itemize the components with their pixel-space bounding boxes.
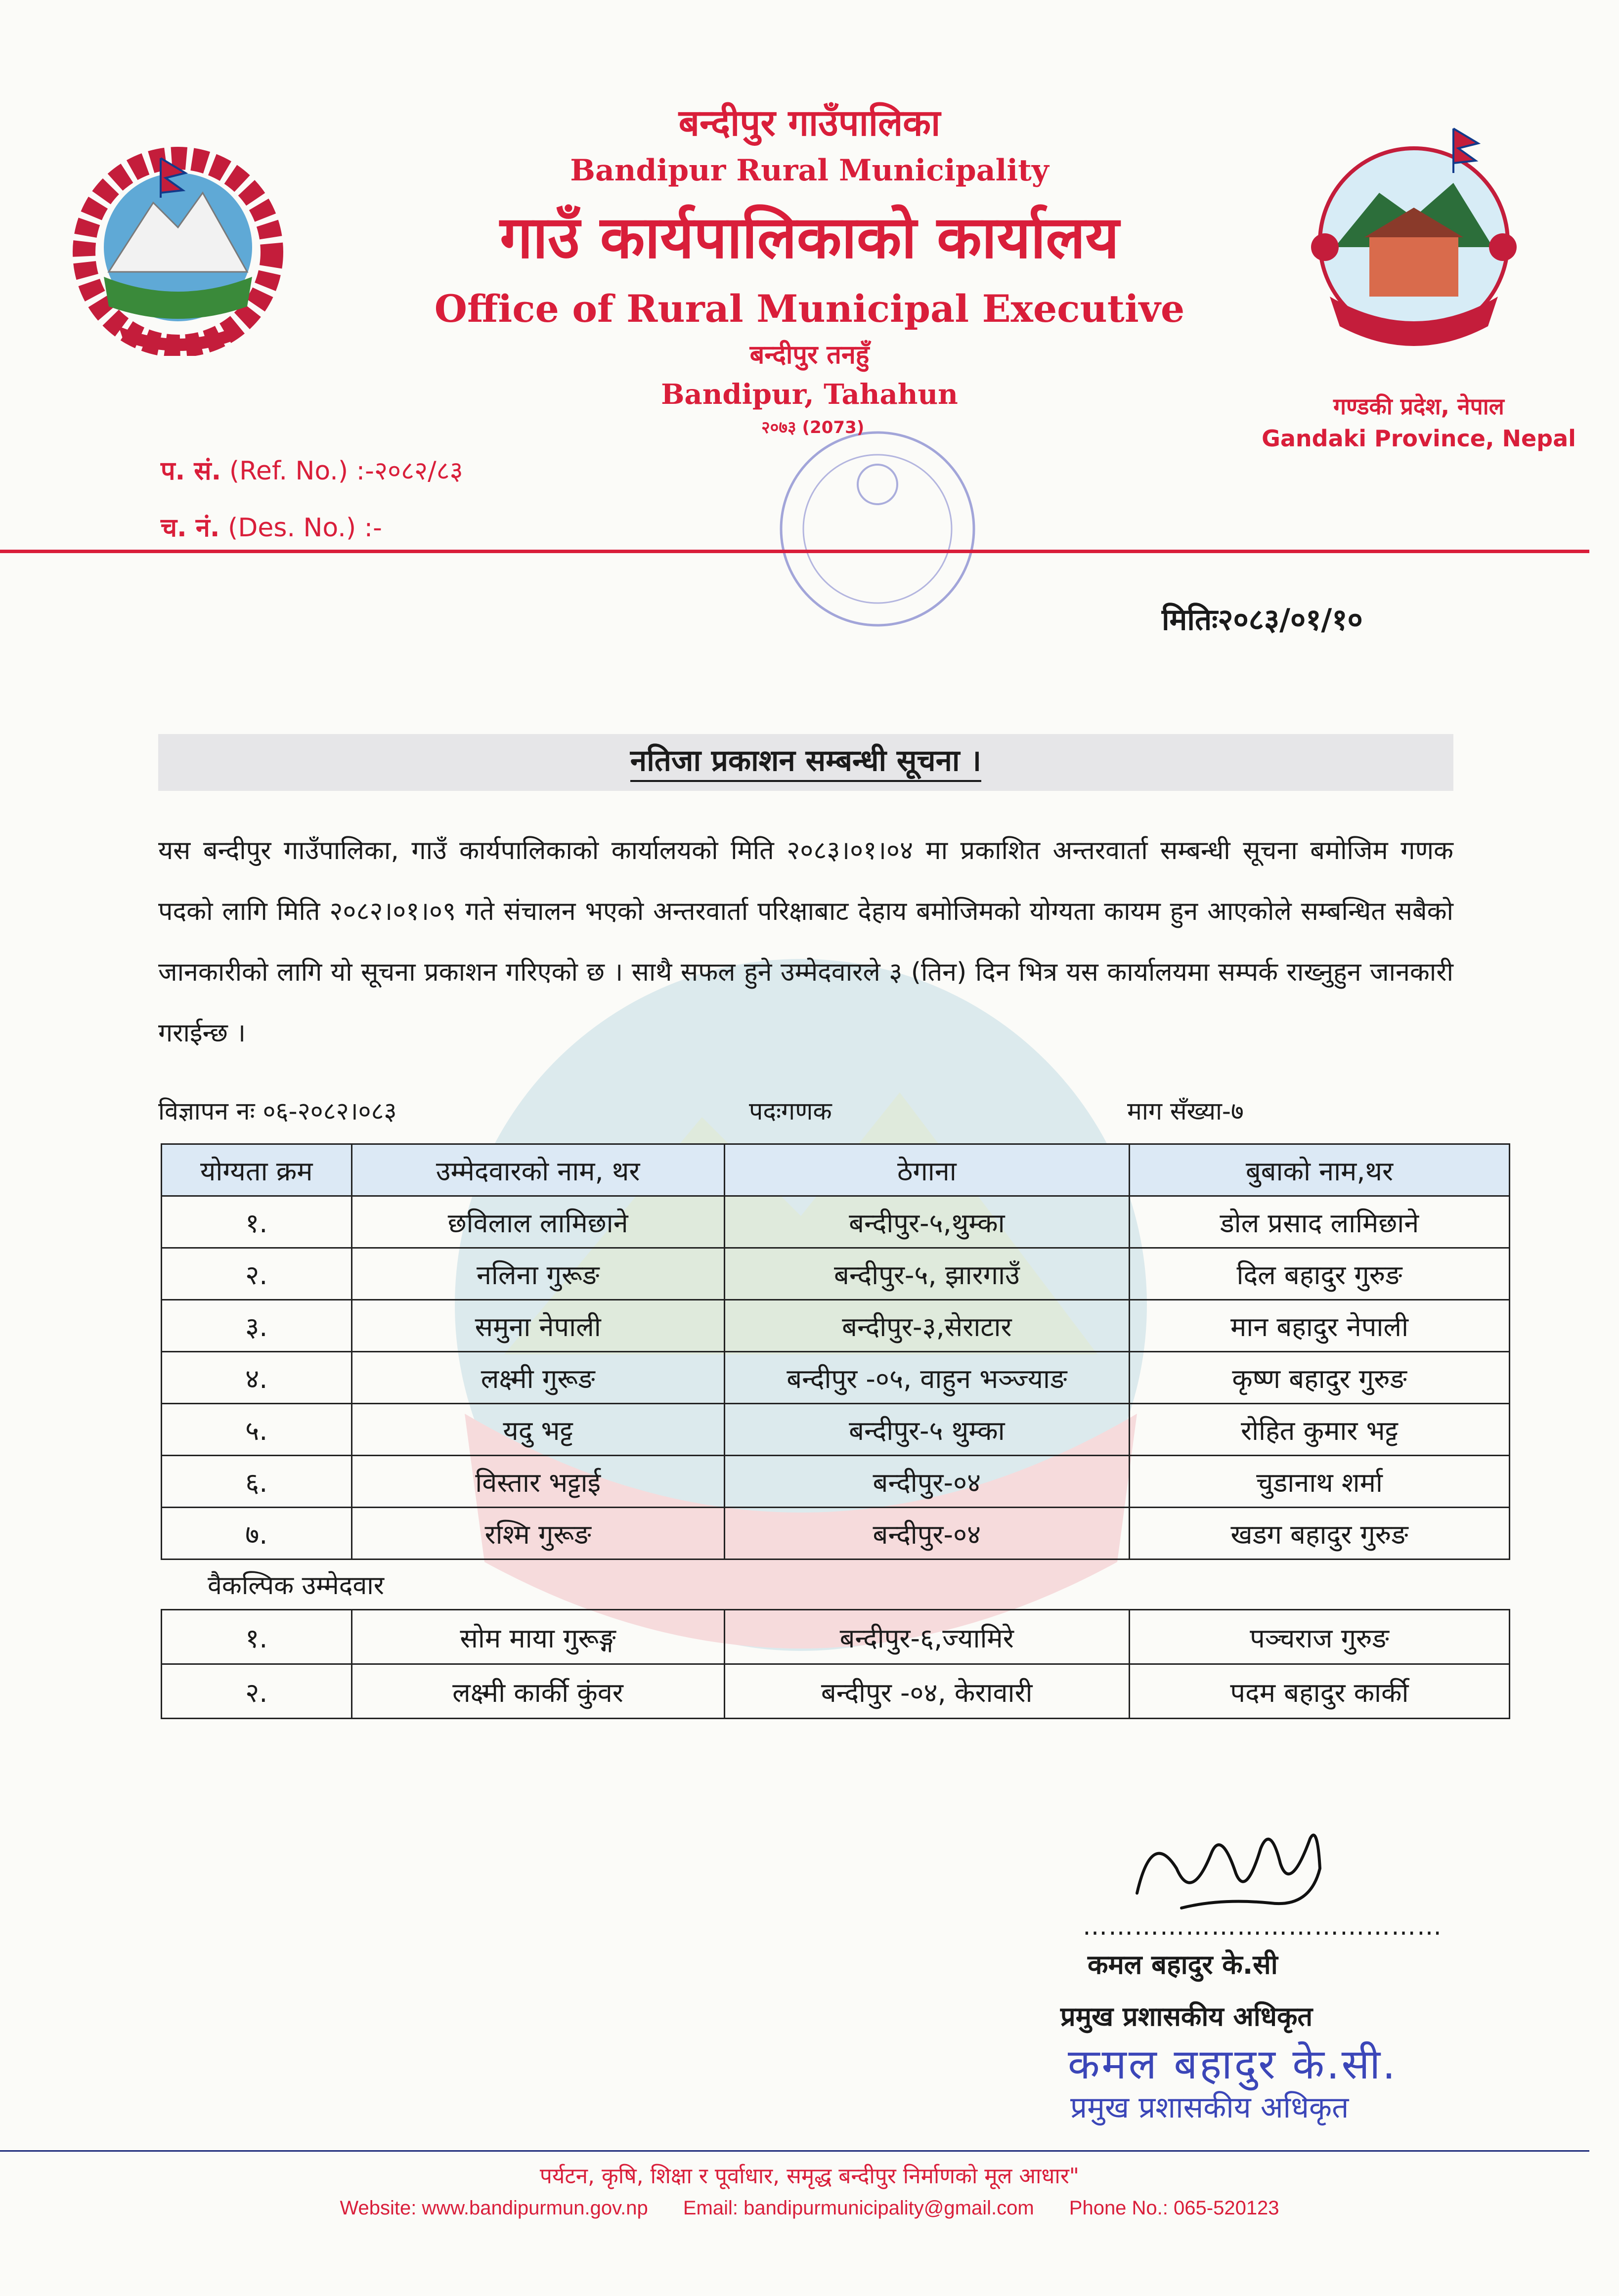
candidate-name-cell: नलिना गुरूङ (351, 1248, 724, 1300)
address-cell: बन्दीपुर-०४ (724, 1508, 1129, 1560)
rank-cell: ३. (162, 1300, 352, 1352)
father-name-cell: मान बहादुर नेपाली (1129, 1300, 1509, 1352)
address-cell: बन्दीपुर -०५, वाहुन भञ्ज्याङ (724, 1352, 1129, 1404)
candidate-name-cell: छविलाल लामिछाने (351, 1196, 724, 1248)
place-en: Bandipur, Tahahun (661, 378, 958, 411)
candidate-name-cell: रश्मि गुरूङ (351, 1508, 724, 1560)
table-row (162, 1508, 1510, 1560)
office-stamp-icon (761, 425, 994, 633)
address-cell: बन्दीपुर-५, झारगाउँ (724, 1248, 1129, 1300)
father-name-cell: पञ्चराज गुरुङ (1129, 1610, 1509, 1664)
rank-cell: ५. (162, 1404, 352, 1456)
footer-email: Email: bandipurmunicipality@gmail.com (683, 2197, 1034, 2219)
address-cell: बन्दीपुर-३,सेराटार (724, 1300, 1129, 1352)
post-name: पदःगणक (749, 1097, 832, 1126)
rank-cell: ६. (162, 1456, 352, 1508)
title-stamp: प्रमुख प्रशासकीय अधिकृत (1070, 2090, 1349, 2125)
father-name-cell: रोहित कुमार भट्ट (1129, 1404, 1509, 1456)
document-date: मितिः२०८३/०१/१० (1162, 603, 1363, 637)
address-cell: बन्दीपुर -०४, केरावारी (724, 1664, 1129, 1719)
candidate-name-cell: विस्तार भट्टाई (351, 1456, 724, 1508)
alternate-table (161, 1609, 1510, 1719)
header-divider (0, 550, 1589, 553)
table-row (162, 1300, 1510, 1352)
father-name-cell: चुडानाथ शर्मा (1129, 1456, 1509, 1508)
ref-label-en: (Ref. No.) (229, 456, 349, 486)
footer-website: Website: www.bandipurmun.gov.np (340, 2197, 648, 2219)
rank-cell: ४. (162, 1352, 352, 1404)
province-np: गण्डकी प्रदेश, नेपाल (1333, 393, 1504, 420)
footer-divider (0, 2150, 1589, 2152)
table-row (162, 1404, 1510, 1456)
header-rank: योग्यता क्रम (162, 1144, 352, 1196)
candidate-name-cell: लक्ष्मी कार्की कुंवर (351, 1664, 724, 1719)
ref-value: :-२०८२/८३ (356, 456, 463, 486)
notice-body: यस बन्दीपुर गाउँपालिका, गाउँ कार्यपालिकाको कार्यालयको मिति २०८३।०१।०४ मा प्रकाशित अन्तरवार्ता सम्बन्धी सूचना बमोजिम गणक पदको लागि मिति २०८२।०१।०९ गते संचालन भएको अन्तरवार्ता परिक्षाबाट देहाय बमोजिमको योग्यता कायम हुन आएकोले सम्बन्धित सबैको जानकारीको लागि यो सूचना प्रकाशन गरिएको छ । साथै सफल हुने उम्मेदवारले ३ (तिन) दिन भित्र यस कार्यालयमा सम्पर्क राख्नुहुन जानकारी गराईन्छ । (158, 836, 1453, 1048)
ref-label: प. सं. (161, 456, 221, 486)
results-table (161, 1143, 1510, 1560)
place-np: बन्दीपुर तनहुँ (749, 340, 870, 370)
demand-count: माग सँख्या-७ (1127, 1097, 1244, 1126)
signature-icon (1122, 1809, 1330, 1928)
signature-line: …………………………………… (1083, 1912, 1443, 1941)
notice-title (158, 739, 1453, 780)
father-name-cell: दिल बहादुर गुरुङ (1129, 1248, 1509, 1300)
footer-contact (0, 2197, 1619, 2219)
signatory-title: प्रमुख प्रशासकीय अधिकृत (1060, 2001, 1313, 2032)
name-stamp: कमल बहादुर के.सी. (1068, 2040, 1398, 2088)
address-cell: बन्दीपुर-५ थुम्का (724, 1404, 1129, 1456)
table-row (162, 1352, 1510, 1404)
established-year: २०७३ (2073) (761, 418, 865, 437)
municipality-name-np: बन्दीपुर गाउँपालिका (678, 102, 941, 144)
father-name-cell: खडग बहादुर गुरुङ (1129, 1508, 1509, 1560)
rank-cell: ७. (162, 1508, 352, 1560)
candidate-name-cell: लक्ष्मी गुरूङ (351, 1352, 724, 1404)
table-row (162, 1248, 1510, 1300)
address-cell: बन्दीपुर-६,ज्यामिरे (724, 1610, 1129, 1664)
address-cell: बन्दीपुर-५,थुम्का (724, 1196, 1129, 1248)
table-row (162, 1610, 1510, 1664)
office-name-np: गाउँ कार्यपालिकाको कार्यालय (500, 203, 1119, 271)
father-name-cell: पदम बहादुर कार्की (1129, 1664, 1509, 1719)
father-name-cell: डोल प्रसाद लामिछाने (1129, 1196, 1509, 1248)
header-address: ठेगाना (724, 1144, 1129, 1196)
header-candidate-name: उम्मेदवारको नाम, थर (351, 1144, 724, 1196)
notice-title-text: नतिजा प्रकाशन सम्बन्धी सूचना । (630, 743, 981, 782)
advertisement-number: विज्ञापन नः ०६-२०८२।०८३ (158, 1097, 397, 1126)
rank-cell: १. (162, 1610, 352, 1664)
province-en: Gandaki Province, Nepal (1262, 425, 1576, 452)
footer-phone: Phone No.: 065-520123 (1069, 2197, 1279, 2219)
des-label: च. नं. (161, 513, 220, 543)
father-name-cell: कृष्ण बहादुर गुरुङ (1129, 1352, 1509, 1404)
table-header-row (162, 1144, 1510, 1196)
address-cell: बन्दीपुर-०४ (724, 1456, 1129, 1508)
des-label-en: (Des. No.) (228, 513, 356, 543)
table-row (162, 1196, 1510, 1248)
table-row (162, 1664, 1510, 1719)
rank-cell: २. (162, 1248, 352, 1300)
candidate-name-cell: यदु भट्ट (351, 1404, 724, 1456)
rank-cell: १. (162, 1196, 352, 1248)
rank-cell: २. (162, 1664, 352, 1719)
candidate-name-cell: सोम माया गुरूङ्ग (351, 1610, 724, 1664)
des-value: :- (364, 513, 382, 543)
office-name-en: Office of Rural Municipal Executive (434, 287, 1185, 331)
dispatch-number (161, 509, 382, 544)
alternate-candidates-label: वैकल्पिक उम्मेदवार (208, 1571, 385, 1601)
reference-number (161, 452, 463, 487)
signatory-name: कमल बहादुर के.सी (1088, 1949, 1278, 1980)
table-row (162, 1456, 1510, 1508)
candidate-name-cell: समुना नेपाली (351, 1300, 724, 1352)
header-father-name: बुबाको नाम,थर (1129, 1144, 1509, 1196)
footer-motto: पर्यटन, कृषि, शिक्षा र पूर्वाधार, समृद्ध बन्दीपुर निर्माणको मूल आधार" (539, 2164, 1080, 2189)
municipality-name-en: Bandipur Rural Municipality (570, 153, 1049, 188)
